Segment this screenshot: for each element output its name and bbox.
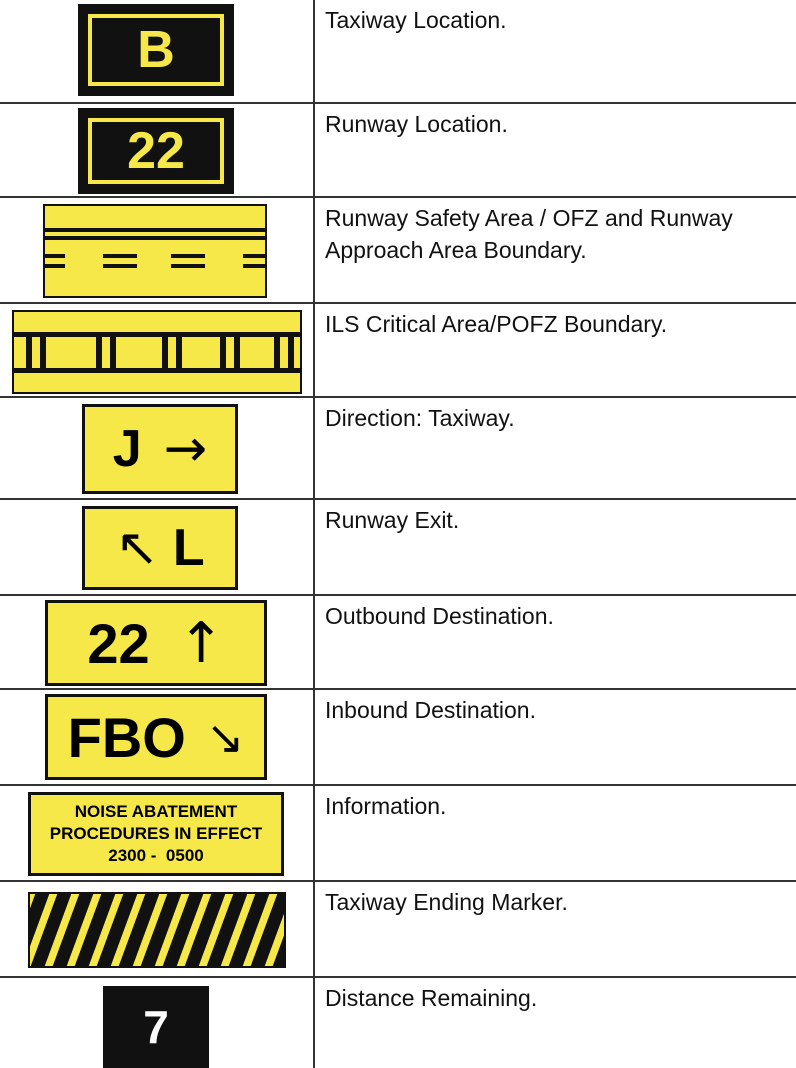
distance-remaining-number: 7 bbox=[143, 1001, 169, 1053]
direction-taxiway-sign bbox=[82, 404, 238, 494]
description-text: Taxiway Location. bbox=[325, 7, 507, 33]
information-sign bbox=[28, 792, 284, 876]
striped-marker-graphic bbox=[28, 892, 286, 968]
description-text: ILS Critical Area/POFZ Boundary. bbox=[325, 311, 668, 337]
down-right-arrow-icon: ↘ bbox=[205, 710, 245, 764]
taxiway-location-sign bbox=[78, 4, 234, 96]
runway-location-sign bbox=[78, 108, 234, 194]
table-row bbox=[0, 978, 796, 1068]
outbound-destination-sign bbox=[45, 600, 267, 686]
information-sign-line: NOISE ABATEMENT bbox=[74, 802, 238, 821]
description-text: Inbound Destination. bbox=[325, 697, 536, 723]
runway-location-sign-text: 22 bbox=[88, 118, 224, 184]
description-text: Taxiway Ending Marker. bbox=[325, 889, 568, 915]
description-text: Outbound Destination. bbox=[325, 603, 554, 629]
safety-area-boundary-graphic bbox=[43, 204, 267, 298]
information-sign-line: PROCEDURES IN EFFECT bbox=[49, 824, 263, 843]
right-arrow-icon: → bbox=[163, 419, 208, 479]
distance-remaining-sign bbox=[103, 986, 209, 1068]
table-row bbox=[0, 0, 796, 104]
up-arrow-icon: ↑ bbox=[177, 610, 225, 676]
outbound-destination-text: 22 bbox=[87, 611, 150, 675]
inbound-destination-text: FBO bbox=[67, 705, 186, 769]
taxiway-location-sign-text: B bbox=[88, 14, 224, 86]
ils-critical-area-boundary-sign bbox=[12, 310, 302, 394]
runway-exit-letter: L bbox=[172, 519, 205, 577]
description-text: Information. bbox=[325, 793, 447, 819]
up-left-arrow-icon: ↖ bbox=[115, 518, 159, 578]
runway-exit-sign bbox=[82, 506, 238, 590]
table-row bbox=[0, 596, 796, 690]
information-sign-line: 2300 - 0500 bbox=[108, 846, 204, 865]
table-row bbox=[0, 882, 796, 978]
table-row bbox=[0, 304, 796, 398]
description-text: Distance Remaining. bbox=[325, 985, 538, 1011]
description-text: Runway Exit. bbox=[325, 507, 460, 533]
table-row bbox=[0, 198, 796, 304]
description-text: Runway Location. bbox=[325, 111, 508, 137]
table-row bbox=[0, 500, 796, 596]
description-text: Direction: Taxiway. bbox=[325, 405, 515, 431]
table-row bbox=[0, 104, 796, 198]
inbound-destination-sign bbox=[45, 694, 267, 780]
ils-boundary-graphic bbox=[12, 310, 302, 394]
runway-safety-area-boundary-sign bbox=[43, 204, 267, 298]
table-row bbox=[0, 398, 796, 500]
taxiway-ending-marker-sign bbox=[28, 892, 286, 968]
table-row bbox=[0, 690, 796, 786]
direction-sign-letter: J bbox=[112, 420, 142, 478]
table-row bbox=[0, 786, 796, 882]
description-text: Runway Safety Area / OFZ and Runway Approach Area Boundary. bbox=[325, 205, 733, 263]
